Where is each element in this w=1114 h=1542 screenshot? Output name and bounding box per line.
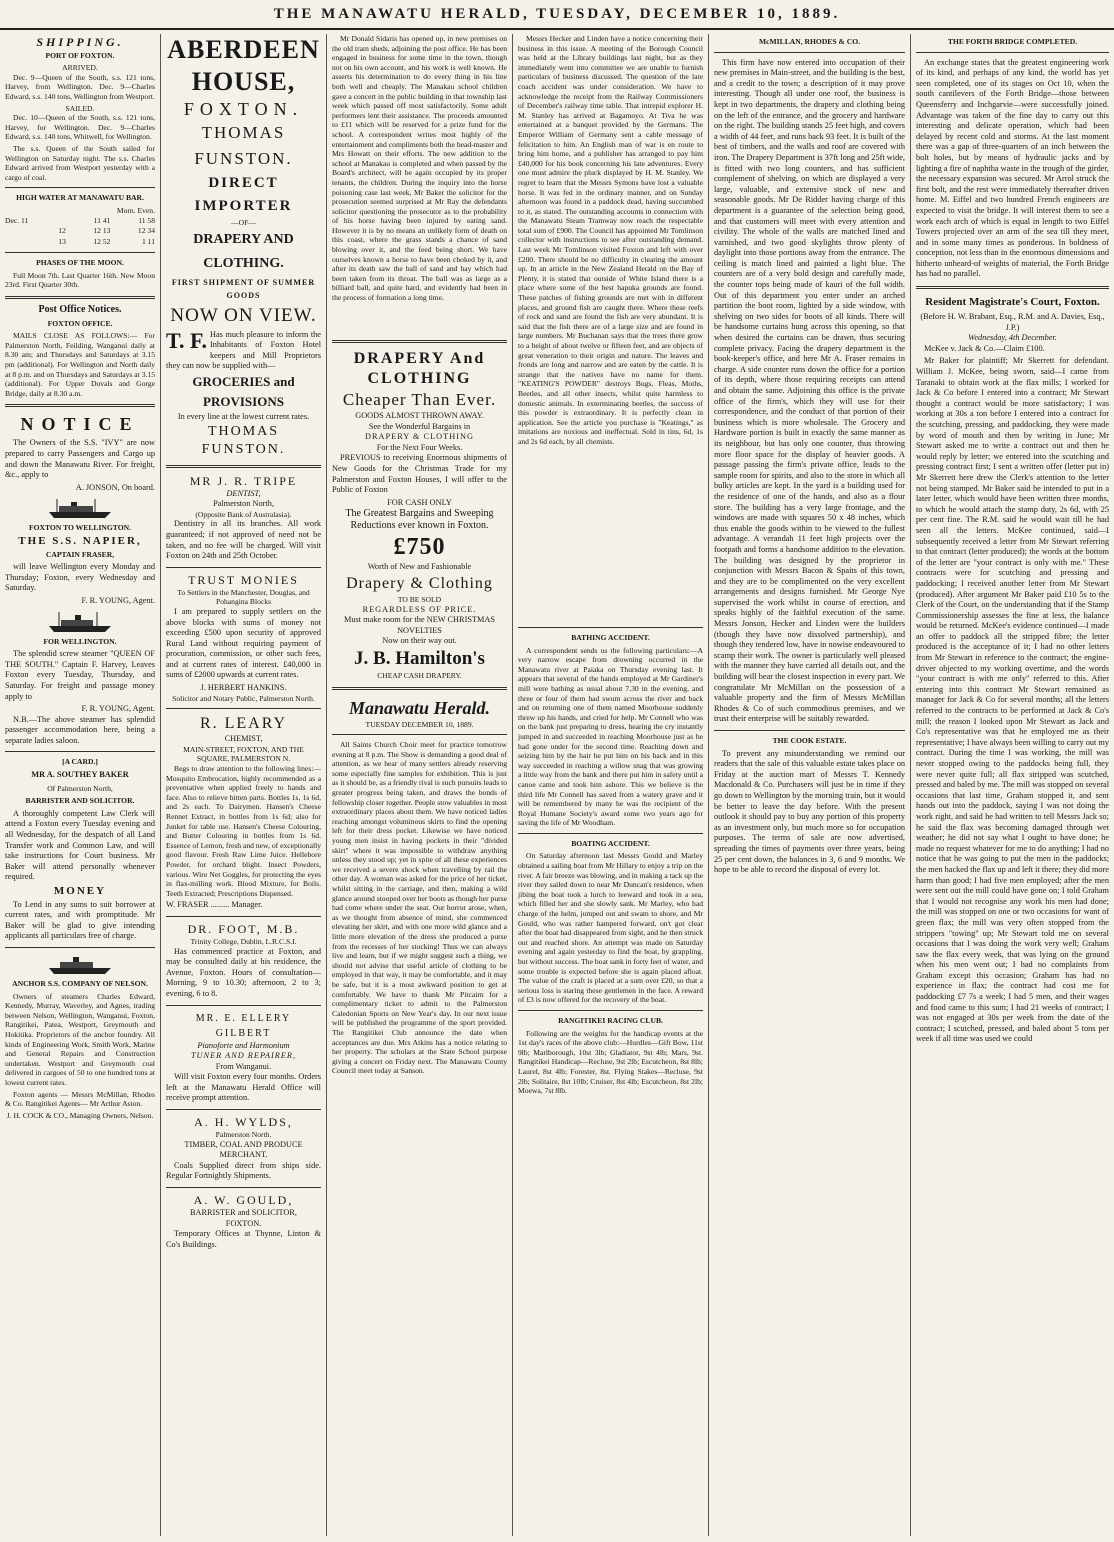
racing-title: RANGITIKEI RACING CLUB. [558,1015,663,1025]
table-row [5,237,155,248]
news-text: Mr Donald Sidaris has opened up, in new premises on the old tram sheds, adjoining the post office. He has been engaged in business for some time in the town, though not on his own account, and his work is well known. He asserts his determination to do every thing in his line both well and cheaply. The Manakau school children gave a concert in the public building in that township last week which passed off most satisfactorily. Some adult performers lent their assistance. The proceeds amounted to £11 which will be reserved for a prize fund for the school. A correspondent writes most highly of the entertainment and compliments both the head-master and Mrs Howatt on their efforts. The new addition to the school at Manakau is completed and when passed by the Board's architect, will be again occupied by its proper tenants, the children. During the inquiry into the horse poisoning case last week, Mr Baker the solicitor for the prosecution seemed surprised at Mr Ray the defendants solicitor questioning the prosecutor as to the probability of his horse having been injured by eating sand. However it is by no means an unlikely form of death on this coast, where the grass stands a chance of sand blowing over it, and the feed being short. We have ourselves known a horse to have been choked by it, and after its death saw the ball of sand and hay which had been taken from its throat. The ball was as large as a billiard ball, and quite hard, and evidently had been in the process of formation a long time. [332,34,507,303]
divider [166,567,321,568]
trust-sign: J. HERBERT HANKINS. [200,683,287,693]
drapery-room: Must make room for the NEW CHRISTMAS NOVELTIES [343,615,496,635]
forth-title: THE FORTH BRIDGE COMPLETED. [947,37,1078,46]
divider [518,1010,703,1011]
paper-title: Manawatu Herald. [348,697,491,718]
divider [714,730,905,731]
drapery-sign-2: CHEAP CASH DRAPERY. [377,670,462,680]
sailed-label: SAILED. [65,103,95,113]
queen-south-nb: N.B.—The above steamer has splendid passenger accommodation here, being a separate ladies saloon. [5,714,155,745]
gould-profession: BARRISTER and SOLICITOR, [189,1208,298,1218]
court-case: McKee v. Jack & Co.—Claim £100. [924,343,1045,353]
drapery-ad-title-2: CLOTHING [367,370,472,387]
hw-morn: 12 13 [93,226,111,236]
leary-sign: W. FRASER ......... Manager. [166,900,263,910]
aberdeen-town: FOXTON. [183,99,304,119]
divider [5,404,155,407]
aberdeen-title: ABERDEEN HOUSE, [167,35,320,96]
steamship-icon [45,953,115,975]
aberdeen-now-on-view: NOW ON VIEW. [170,304,317,326]
anchor-agents: Foxton agents — Messrs McMillan, Rhodes & Co. Rangitikei Agents— Mr Arthur Aston. [5,1089,155,1109]
tripe-profession: DENTIST, [226,488,261,498]
divider [5,187,155,188]
divider [518,833,703,834]
divider [166,708,321,709]
court-text: Mr Baker for plaintiff; Mr Skerrett for defendant. William J. McKee, being sworn, said—I came from Taranaki to obtain work at the flax mills; I worked for Jack & Co before I entered into a contract; Mr Stewart thought a contract would be more satisfactory; I was working at 30s a ton before I entered into a contract for the scutching, pressing, and paddocking, they were made by word of mouth and then by writing in June; Mr Stewart asked me to write a contract out and then he would reply by letter; we entered into the scutching and pressing contract first; I sent a written offer (letter put in) Mr Skerrett here drew the Clerk's attention to the letter not being stamped. Mr Baker said he intended to put in a later letter, which would have been written three months, to which he would attach the stamp duty, 2s 6d, with 25 per cent fine. The R.M. said he would wait till he had seen all the letters. McKee continued, said—I subsequently received a letter from Mr Stewart referring to that contract (letter produced); the words at the bottom of the letter are "your contract is only with me." These contracts were for scutching and pressing and paddocking; I received another letter from Mr Stewart (produced). After argument Mr Baker paid £10 5s to the Clerk of the Court, on the understanding that if the Stamp Commissionership assesses the fine at less, the balance would be returned. McKee's evidence continued—I made an offer to paddock all the stripped fibre; the letter produced is the acceptance of it; I had no other letters from Mr Stewart in reference to the contract; the engine-driver objected to my working overtime, and the words "your contract is with me only" referred to this. After entering into this contract Mr Stewart remained as manager for Jack & Co for several months; all the letters referred to the contracts to be performed at Jack & Co's mill; the reason I looked upon Mr Stewart as Jack and Co's representative was that he employed me as their representative; I have always been willing to carry out my contract. During the time I was working, the mill was never stopped owing to the paddocks being full, they were never quite full; all flax stripped was scutched, pressed and baled by me. The mill was stopped on several occasions that last time, Graham stopped it, and sent hands out into the paddock, saying I was not doing the work right, and said he had written to tell Messrs Jack so; he said the flax was becoming damaged through wet weather; he did not say what I ought to have done; he made no request whatever for me to do anything; I had no notice that he was going to put the men in the paddocks; the men hacked the flax up and left it there; they did more harm than good; I had five men employed; after the men were sent out the mill could have gone on; I told Graham that I would not recognise any work his men had done; the mill was stopped on one or two occasions for want of green flax; the mill was very often stopped from the strippers "towing" up; Mr Stewart told me on several occasions that I was doing the work very well; Graham saw the flax every week, that was lying on the ground when his men went out; I had no complaints from Graham except this occasion; Graham has had no experience in flax; the contract had cost me for paddocking £7 7s a week; I had 5 men, and their wages and food came to this sum; I had 21 weeks of contract; I was not engaged at 30s per week from the date of the contract; I scutched, pressed, and baled about 5 tons per week if all time was used we could [916,356,1109,1044]
divider [166,1005,321,1006]
wylds-location: Palmerston North. [215,1130,272,1140]
forth-text: An exchange states that the greatest engineering work of its kind, and perhaps of any kind, the world has yet seen completed, one of its stages on Oct 10, when the south cantilevers of the Forth Bridge—those between Queensferry and Inchgarvie—were successfully joined. Advantage was taken of the fine day to carry out this interesting and delicate operation, which had been delayed by recent cold and storms. At the last moment there was a gap of three-quarters of an inch between the bolt holes, but by means of hydraulic jacks and by lighting a fire of naphtha waste in the trough of the girder, the necessary expansion was secured. Mr Arrol struck the first bolt, and the rest were immediately thereafter driven home. M. Eiffel and two hundred French engineers are expected to visit the bridge. It will interest them to see a work each arch of which is equal in length to two Eiffel Towers projected over an arm of the sea till they meet, and in some many times as ponderous. In boldness of conception, not less than in the enormous dimensions and hitherto unheard-of weights of material, the Forth Bridge has had no parallel. [916,57,1109,279]
court-title: Resident Magistrate's Court, Foxton. [925,296,1100,309]
gilbert-profession: Pianoforte and Harmonium [197,1040,290,1050]
foot-college: Trinity College, Dublin, L.R.C.S.I. [190,936,297,946]
drapery-cheaper: Cheaper Than Ever. [342,390,497,409]
high-water-table [5,216,155,248]
card-title: [A CARD.] [62,757,98,767]
divider [916,52,1109,53]
port-title: PORT OF FOXTON. [45,50,115,60]
napier-text: will leave Wellington every Monday and Thursday; Foxton, every Wednesday and Saturday. [5,562,155,593]
foot-text: Has commenced practice at Foxton, and may be consulted daily at his residence, the Avenue, Foxton. Hours of consultation—Morning, 9 to 10.30; afternoon, 2 to 3; evening, 6 to 8. [166,946,321,998]
aberdeen-intro [166,330,321,372]
drapery-previous: PREVIOUS to receiving Enormous shipments of New Goods for the Christmas Trade for my Palmerston and Foxton Houses, I will offer to the Public of Foxton [332,453,507,495]
drapery-way: Now on their way out. [382,636,457,646]
notice-sign: A. JONSON, On board. [75,482,155,492]
aberdeen-intro-text: Has much pleasure to inform the Inhabitants of Foxton Hotel keepers and Mill Proprietors they can now be supplied with— [166,329,321,371]
bathing-text: A correspondent sends us the following particulars:—A very narrow escape from drowning occurred in the Manawatu river at Paiaka on Thursday evening last. It appears that several of the hands employed at Mr Gardiner's mill were bathing as usual about 7.30 in the evening, and three or four of them had swum across the river and back and on returning one of them named Moorhouse suddenly threw up his hands, and cried for help. Mr Connell who was on the bank just preparing to dress, hearing the cry instantly jumped in and succeeded in reaching Moorhouse just as he had gone under for the second time. Reaching down and seizing him by the hair he put him on his back and in this way succeeded in reaching a willow snag that was growing a little way from the bank and there put him in safety until a canoe came and took him ashore. This we believe is the third life Mr Connell has saved from a watery grave and it will be remembered by many he was the recipient of the Royal Humane Society's award some two years ago for saving the life of Mr Woodham. [518,645,703,828]
wylds-text: Coals Supplied direct from ships side. Regular Fortnightly Shipments. [166,1160,321,1181]
gould-name: A. W. GOULD, [193,1193,294,1208]
baker-profession: BARRISTER AND SOLICITOR. [25,796,135,806]
aberdeen-initials: T. F. [166,329,207,353]
leary-address: MAIN-STREET, FOXTON, AND THE SQUARE, PALMERSTON N. [183,744,304,764]
wylds-trade: TIMBER, COAL AND PRODUCE MERCHANT. [184,1139,303,1160]
drapery-weeks: For the Next Four Weeks. [376,442,463,452]
mcmillan-text: This firm have now entered into occupation of their new premises in Main-street, and the building is the best, and a credit to the town; a description of it may prove interesting. Though all under one roof, the business is kept in two departments, the drapery and clothing being on the left of the entrance, and the grocery and hardware on the right. The building stands 25 feet high, and covers a width of 44 feet, and runs back 93 feet. It is built of the best of timbers, and the walls and roof are covered with iron. The Drapery Department is 37ft long and 25ft wide, is fitted with two long counters, and has sufficient complement of shelving, on which are displayed a very large, valuable, and extensive stock of new and seasonable goods. Mr De Ridder having charge of this department is a guarantee of the selection being good, and that customers will meet with every attention and civility. The whole of the walls are matched lined and varnished, and two good skylights throw plenty of daylight into those portions away from the entrance. The ceiling is match lined and painted a light blue. The counters are of a very bold design and carefully made, the counter tops being made of kauri of the full width. Out of this department you enter under an arched partition the boot room, lighted by a side window, with shelving on two sides for boots of all kinds. There will be handsome curtains hung across this opening, so that when desired the curtains can be drawn, thus securing complete privacy. Facing the drapery department is the book-keeper's office, and here Mr A. Fraser remains in charge. A side counter runs down the office for a portion of its depth, where those requiring receipts can attend and obtain the same. Adjoining this office is the private office of the firm's, which they will use for their correspondence, and the conduct of that portion of their business which is more wholesale. The Grocery and Hardware portion is built in exactly the same manner as its neighbour, but has only one counter, thus throwing more floor space for the display of heavier goods. A passage passing the firm's private office, leads to the sample room for spirits, and also to the store in which all bulky articles are kept. In the yard is a building used for the residence of one of the hands, and also as a flour store. The building has a very large frontage, and the windows are made with squares 50 x 48 inches, which thus enable the goods within to be viewed to the fullest advantage. A verandah 11 feet high projects over the footpath and forms a handsome addition to the elevation. The building was designed by the proprietor in conjunction with Messrs Bacon & Spaits of this town, and they are to be complimented on the very excellent arrangements and designs furnished. Mr George Nye supervised the work whilst in course of erection, and speaks highly of the faithful execution of the same. Messrs Jonson, Hecker and Linden were the builders (though they have now dissolved partnership), and though they tendered low, have in nowise endeavoured to scamp their work. The owner is particularly well pleased with the manner they have carried all details out, and the building will bear the closest inspection in every part. We congratulate Mr McMillan on the possession of a valuable property and the firm of Messrs McMillan Rhodes & Co of such commodious premises, and we trust their enterprise will be suitably rewarded. [714,57,905,724]
aberdeen-groceries: GROCERIES and PROVISIONS [192,373,295,409]
trust-sub: To Settlers in the Manchester, Douglas, and Pohangina Blocks [177,587,310,607]
sailed-text: Dec. 10—Queen of the South, s.s. 121 tons, Harvey, for Wellington. Dec. 9—Charles Edward, s.s. 140 tons, Whitwell, for Wellington. [5,113,155,142]
high-water-head: Morn. Even. [116,205,155,215]
money-text: To Lend in any sums to suit borrower at current rates, and with promptitude. Mr Baker will be glad to give intending applicants all particulars free of charge. [5,899,155,941]
column-news [512,34,708,1536]
arrived-text: Dec. 9—Queen of the South, s.s. 121 tons, Harvey, from Wellington. Dec. 9—Charles Edward, s.s. 140 tons, Wellington from Westport. [5,72,155,101]
column-advertisements [160,34,326,1536]
post-office-text: MAILS CLOSE AS FOLLOWS:— For Palmerston North, Feilding, Wanganui daily at 8.30 am; and Thursdays and Saturdays at 3.15 pm (additional). For Wellington and North daily at 8 p.m. and on Thursdays and Saturdays at 3.15 (additional). For Upper Duvals and Gorge Bridge, daily at 8.30 a.m. [5,331,155,398]
racing-text: Following are the weights for the handicap events at the 1st day's races of the above club:—Hurdles—Gift Bow, 11st 9lb; Marlborough, 10st 3lb; Gladiator, 9st 4lb; Mars, 9st. Rangitikei Handicap—Recluse, 9st 2lb; Escutcheon, 8st 8lb; Laurel, 8st 4lb; Forester, 8st. Flying Stakes—Recluse, 9st 2lb; Solitaire, 8st 10lb; Cruiser, 8st 4lb; Escutcheon, 8st 2lb; Moewa, 7st 8lb. [518,1028,703,1096]
post-office-sub: FOXTON OFFICE. [47,318,113,328]
hw-day: Dec. 11 [5,215,29,225]
table-row [5,216,155,227]
high-water-title: HIGH WATER AT MANAWATU BAR. [16,193,144,203]
hw-day: 13 [58,236,66,246]
money-title: MONEY [53,885,107,897]
hw-even: 11 58 [138,215,155,225]
drapery-worth: Worth of New and Fashionable [367,562,472,572]
leary-name: R. LEARY [199,715,288,733]
hw-morn: 11 41 [93,215,111,225]
wylds-name: A. H. WYLDS, [194,1115,293,1130]
napier-title: THE S.S. NAPIER, [18,534,142,547]
divider [166,465,321,468]
shipping-note: The s.s. Queen of the South sailed for Wellington on Saturday night. The s.s. Charles Edward arrived from Westport yesterday with a cargo of coal. [5,143,155,182]
mcmillan-title: McMILLAN, RHODES & CO. [758,37,861,46]
drapery-line: DRAPERY & CLOTHING [365,432,474,442]
divider [166,1109,321,1110]
masthead: THE MANAWATU HERALD, TUESDAY, DECEMBER 10, 1889. [0,6,1114,30]
trust-title: TRUST MONIES [188,572,299,587]
leary-text: Begs to draw attention to the following lines:— Mosquito Embrocation, highly recommended as a preventative when applied freely to hands and face. Also to relieve bitten parts. Bottles 1s, 1s 6d, and 2s each. To Dairymen. Hansen's Cheese Rennet Extract, in bottles from 1s 6d; also for Junket for table use. Hansen's Cheese Colouring, and Butter Colouring in bottles from 1s 6d. Essence of Lemon, fresh and new, of exceptionally good flavour. Fresh Raw Lime Juice. Hellebore Powder, for orchard blight. Insect Powders, various. Wire Net Goggles, for protecting the eyes in flax-milling work. Blood Mixture, for Boils. Teeth Extracted; Prescriptions Dispensed. [166,764,321,898]
post-office-title: Post Office Notices. [38,304,122,316]
anchor-text: Owners of steamers Charles Edward, Kennedy, Murray, Waverley, and Agnes, trading between Nelson, Wellington, Wanganui, Foxton, Rangitikei, Patea, Westport, Greymouth and Hokitika. Proprietors of the anchor foundry. All kinds of Engineering Work, Smith Work, Marine and General Repairs and Construction undertaken. Westport and Greymouth coal delivered in cargoes of 50 to one hundred tons at lowest current rates. [5,991,155,1087]
cook-text: To prevent any misunderstanding we remind our readers that the sale of this valuable estate takes place on Friday at the auction mart of Messrs T. Kennedy Macdonald & Co. Purchasers will just be in time if they go down to Wellington by the morning train, but it would be better to leave the day before. With the present outlook it should pay to buy any portion of this property as an investment only, but much more so for occupation purposes. The terms of sale are now advertised, spreading the times of payments over three years, being 25 per cent down, the balances in 3, 6 and 9 months. We hope to be able to record the disposal of every lot. [714,748,905,875]
anchor-title: ANCHOR S.S. COMPANY OF NELSON. [12,978,148,988]
drapery-see: See the Wonderful Bargains in [368,421,471,431]
aberdeen-direct: DIRECT IMPORTER [194,175,293,214]
divider [166,1187,321,1188]
moon-title: PHASES OF THE MOON. [36,258,124,268]
drapery-sold: TO BE SOLD [397,594,442,604]
tripe-name: MR J. R. TRIPE [189,473,298,488]
drapery-regardless: REGARDLESS OF PRICE. [362,604,477,614]
boating-title: BOATING ACCIDENT. [571,838,650,848]
drapery-cash: FOR CASH ONLY [387,497,452,507]
drapery-sign: J. B. Hamilton's [354,647,485,669]
drapery-clothing-line: Drapery & Clothing [346,574,493,592]
hw-day: 12 [58,226,66,236]
divider [916,286,1109,289]
drapery-amount: £750 [393,534,446,561]
aberdeen-drapery: DRAPERY AND CLOTHING. [193,231,294,271]
trust-sign-title: Solicitor and Notary Public, Palmerston North. [172,693,315,703]
hw-even: 1 11 [141,236,155,246]
notice-title: NOTICE [20,414,140,435]
divider [5,252,155,253]
bathing-title: BATHING ACCIDENT. [571,633,650,642]
baker-location: Of Palmerston North, [47,783,113,793]
gilbert-name: MR. E. ELLERY GILBERT [195,1012,292,1039]
gilbert-text: Will visit Foxton every four months. Orders left at the Manawatu Herald Office will receive prompt attention. [166,1072,321,1103]
aberdeen-of: —OF— [231,218,256,227]
gilbert-location: From Wanganui. [215,1061,272,1071]
arrived-label: ARRIVED. [62,63,98,73]
hw-morn: 12 52 [93,236,111,246]
queen-south-text: The splendid screw steamer "QUEEN OF THE SOUTH." Captain F. Harvey, Leaves Foxton every Tuesday, Thursday, and Saturday. For freight and passage money apply to [5,649,155,701]
cook-title: THE COOK ESTATE. [772,736,847,745]
steamship-icon [45,497,115,519]
drapery-greatest: The Greatest Bargains and Sweeping Reductions ever known in Foxton. [345,508,494,532]
court-date: Wednesday, 4th December. [968,333,1057,343]
column-local-news [326,34,512,1536]
divider [714,52,905,53]
aberdeen-line: In every line at the lowest current rates. [177,411,310,421]
tripe-opposite: (Opposite Bank of Australasia). [195,509,292,519]
table-row [5,226,155,237]
trust-text: I am prepared to supply settlers on the above blocks with sums of money not exceeding £500 upon security of approved Rural Land without requiring payment of procuration, commission, or other such fees, and at current rates of interest. £40,000 in sums of £2000 upwards at current rates. [166,606,321,680]
napier-sign: F. R. YOUNG, Agent. [81,595,155,605]
paper-date: TUESDAY DECEMBER 10, 1889. [365,719,474,729]
for-wellington-title: FOR WELLINGTON. [43,636,117,646]
news-text-2: All Saints Church Choir meet for practice tomorrow evening at 8 p.m. The Show is demanding a good deal of attention, as we hear of many settlers already reserving some especially fine samples for exhibition. This is just as it should be, as a friendly rival is such pursuits leads to greater progress being taken, and draws the bonds of fellowship closer together. People stow valuables in most extraordinary places about them. We have noticed ladies reaching amongst voluminous skirts to find the opening left for their dress pocket. Likewise we have noticed young men insist in having pockets in their "divided skirt" where it was impossible to withdraw anything unless they stood up; yet in spite of all these experiences we received a severe shock when travelling by rail the other day. A woman was asked for the price of her ticket, whilst sitting in the carriage, and then, making a wild glance around stooped over her boots as though her purse had come where under the seat. Our horror arose, when, as we thought from absence of mind, she commenced elevating her skirt, and with one more wild glance and a little more elevation of the dress she produced a purse from the recesses of her stocking! Thus we can always live and learn, but if we might suggest such a thing, we should not advise that useful article of clothing to be employed in that way, it may be comfortable, and it may be safe, but it is a most awkward position to get at comfortably. We have to thank Mr Pitcairn for a complimentary ticket to admit to the Palmerston Caledonian Sports on New Year's day. In our next issue will be published the programme of the sport provided. The Rangitikei Club announce the date when acceptances are due. Mrs Atkins has a notice relating to her property. The scholars at the State School purpose giving a concert on Friday next. The Manawatu County Council meet today at Sanson. [332,740,507,1076]
tripe-location: Palmerston North, [213,499,274,509]
foxton-wellington-title: FOXTON TO WELLINGTON. [28,523,132,533]
divider [332,340,507,343]
divider [518,627,703,628]
anchor-sign: J. H. COCK & CO., Managing Owners, Nelson. [6,1110,154,1120]
drapery-ad-title: DRAPERY And [353,350,486,367]
tripe-text: Dentistry in all its branches. All work guaranteed; if not approved of need not be taken, and no fee will be charged. Will visit Foxton on 24th and 25th October. [166,519,321,561]
column-shipping [0,34,160,1536]
baker-name: MR A. SOUTHEY BAKER [31,770,129,780]
divider [166,916,321,917]
steamship-icon [45,611,115,633]
gould-text: Temporary Offices at Thynne, Linton & Co's Buildings. [166,1229,321,1249]
boating-text: On Saturday afternoon last Messrs Gould and Marley obtained a sailing boat from Mr Hillary to enjoy a trip on the river. A fair breeze was blowing, and in making a tack up the river they sailed down to near Mr Duncan's residence, when jibing the boat took a lurch to leeward and took in a sea, which filled her and she slowly sank. Mr Marley, who had charge of the helm, jumped out and swam to shore, and Mr Gould, who was rather hampered forward, on't got clear after the boat had disappeared from sight, and he then struck out and reached shore. An attempt was made on Saturday evening and again yesterday to find the boat, by grappling, but without success. The boat sank in forty feet of water, and some trouble is expected before she is again placed afloat. The value of the craft is placed at a sum over £20, so that a serious loss is staring these gentlemen in the face. A reward of £3 is now offered for the recovery of the boat. [518,851,703,1005]
aberdeen-sign: THOMAS FUNSTON. [201,423,286,457]
gilbert-tuner: TUNER AND REPAIRER, [190,1051,297,1061]
gould-town: FOXTON. [225,1218,262,1228]
divider [5,296,155,299]
aberdeen-owner: THOMAS FUNSTON. [194,123,293,168]
divider [332,734,507,735]
divider [5,751,155,752]
hw-even: 12 34 [137,226,155,236]
news-text-a: Messrs Hecker and Linden have a notice concerning their business in this issue. A meeting of the Borough Council was held at the Library buildings last night, but as they immediately went into committee we are unable to furnish particulars of business discussed. The question of the late coach accident was under consideration. We have to acknowledge the receipt from the Railway Commissioners of December's railway time table. That intrepid explorer H. M. Stanley has arrived at Bagamoyo. At Tiva he was entertained at a banquet provided by the Germans. The Emperor William of Germany sent a cable message of felicitation to him. An English man of war is en route to bring him home, and a publisher has arranged to pay him £40,000 for his book concerning his late adventures. Every one must admire the pluck displayed by H. M. Stanley. We regret to learn that the Messrs Symons have lost a valuable horse. It was fed in the ordinary manner, and on Sunday afternoon was found in a paddock dead, having succumbed to it, as stated. The outstanding accounts in connection with the Manawatu Steam Tramway now reach the respectable total sum of £900. The Council has appointed Mr Tomlinson collector with instructions to see after outstanding demand. Last week Mr Tomlinson visited Foxton and left with over £200. There should be no difficulty in clearing the amount up. In an article in the New Zealand Herald on the Bay of Plenty, it is stated that outside of White Island there is a place where some of the best hapuka grounds are found. These patches of fishing grounds are met with in different places, and ground fish are caught there. Where these reefs of rock and sand are found the fish are very abundant. It is said that the fish there are of a large size and are found in large numbers. Mr Buchanan says that the trees there grow to a height of about twelve or fifteen feet, and are objects of great veneration to their origin and nature. The leaves and fronds are long and narrow and are eaten by the cattle. It is strange that the natives have no name for them. "KEATING'S POWDER" destroys Bugs, Fleas, Moths, Beetles, and all other insects, whilst quite harmless to domestic animals. In exterminating beetles, the success of this powder is extraordinary. It is perfectly clean in application. See the article you purchase is "Keatings," as imitations are noxious and ineffectual. Sold in tins, 6d, 1s and 2s 6d each, by all chemists. [518,34,703,446]
aberdeen-first-shipment: FIRST SHIPMENT OF SUMMER GOODS [171,277,316,300]
notice-text: The Owners of the S.S. "IVY" are now prepared to carry Passengers and Cargo up and down the Manawatu River. For freight, &c., apply to [5,438,155,480]
napier-captain: CAPTAIN FRASER, [45,549,115,559]
column-forth-court [910,34,1114,1536]
court-before: (Before H. W. Brabant, Esq., R.M. and A. Davies, Esq., J.P.) [920,312,1105,332]
leary-profession: CHEMIST, [224,734,263,744]
divider [332,687,507,690]
drapery-goods: GOODS ALMOST THROWN AWAY. [355,411,484,420]
column-mcmillan [708,34,910,1536]
moon-text: Full Moon 7th. Last Quarter 16th. New Moon 23rd. First Quarter 30th. [5,270,155,290]
shipping-title: SHIPPING. [36,35,124,49]
foot-name: DR. FOOT, M.B. [187,921,300,936]
divider [5,947,155,948]
baker-text: A thoroughly competent Law Clerk will attend a Foxton every Tuesday evening and all Wednesday, for the despatch of all Land Transfer work and Common Law, and will take instructions for Court business. Mr Baker will attend personally whenever required. [5,808,155,882]
queen-south-sign: F. R. YOUNG, Agent. [81,704,155,714]
